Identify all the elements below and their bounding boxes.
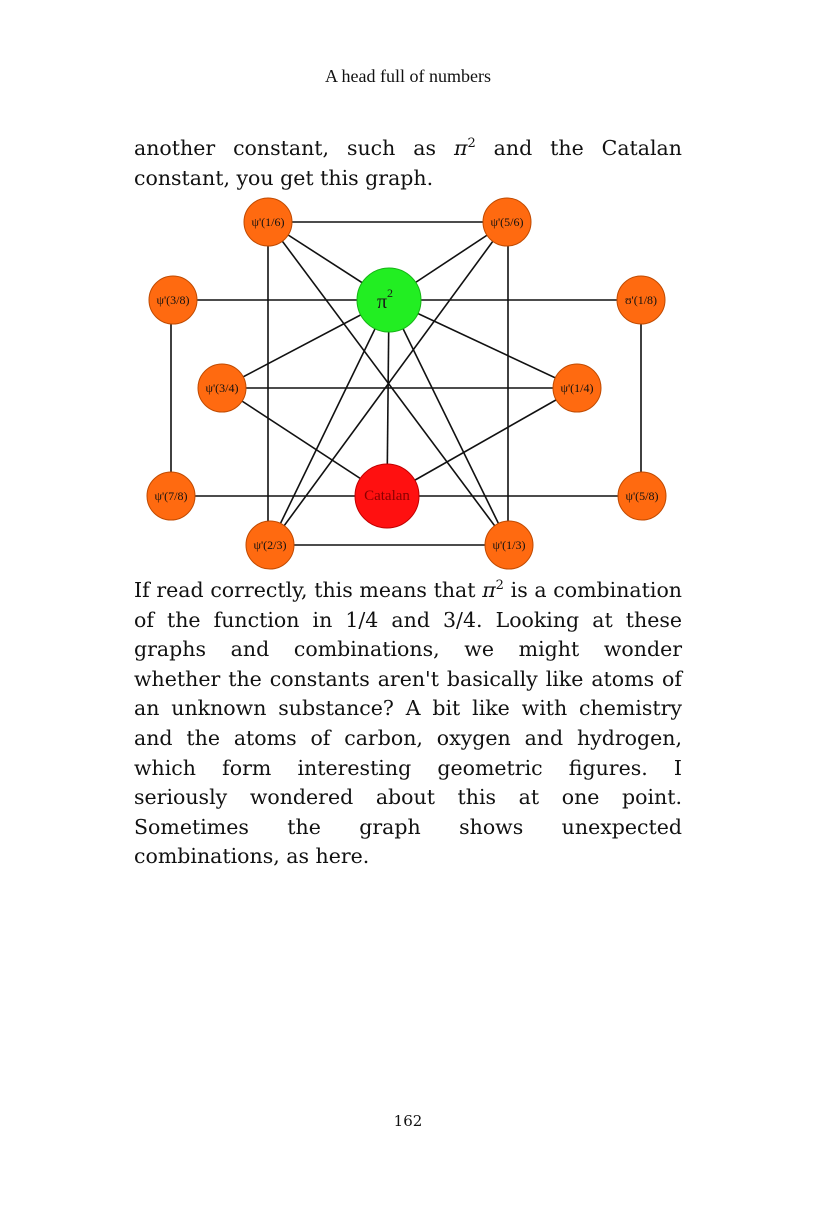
svg-text:π2: $\pi^2$ — [376, 286, 394, 313]
node-psi-5-6 — [483, 198, 531, 246]
node-catalan — [355, 464, 419, 528]
pi-symbol-2: π — [482, 578, 496, 602]
svg-text:ψ'(5/8): ψ'(5/8) — [625, 489, 659, 503]
node-psi-1-8 — [617, 276, 665, 324]
para2-text-after: is a combination of the function in 1/4 and 3/4. Looking at these graphs and combinations, we might wonder whether the constants aren't basically like atoms of an unknown substance? A bit like with chemistry and the atoms of carbon, oxygen and hydrogen, which form interesting geometric figures. I seriously wondered about this at one point. Sometimes the graph shows unexpected combinations, as here. — [134, 578, 682, 869]
svg-text:ψ'(3/8): ψ'(3/8) — [156, 293, 190, 307]
para2-text-before: If read correctly, this means that — [134, 578, 483, 602]
running-head: A head full of numbers — [325, 66, 491, 86]
page-number: 162 — [393, 1112, 423, 1130]
svg-text:Catalan: Catalan — [364, 488, 410, 504]
node-psi-1-4 — [553, 364, 601, 412]
svg-text:ψ'(3/4): ψ'(3/4) — [205, 381, 239, 395]
svg-text:ʊ'(1/8): ʊ'(1/8) — [624, 293, 658, 307]
node-psi-3-8 — [149, 276, 197, 324]
svg-text:ψ'(1/3): ψ'(1/3) — [492, 538, 526, 552]
node-psi-3-4 — [198, 364, 246, 412]
svg-text:ψ'(2/3): ψ'(2/3) — [253, 538, 287, 552]
para1-text-before: another constant, such as — [134, 136, 454, 160]
svg-text:ψ'(7/8): ψ'(7/8) — [154, 489, 188, 503]
node-psi-5-8 — [618, 472, 666, 520]
para1-text-after: and the Catalan constant, you get this graph. — [134, 136, 682, 190]
paragraph-intro — [134, 134, 682, 193]
pi-symbol: π — [453, 136, 468, 160]
pi-exponent-2: 2 — [495, 578, 504, 593]
node-pi-squared — [357, 268, 421, 332]
paragraph-explanation — [134, 576, 682, 872]
node-psi-1-6 — [244, 198, 292, 246]
node-psi-7-8 — [147, 472, 195, 520]
edge-1-4-catalan — [387, 388, 577, 496]
constants-graph — [120, 186, 680, 576]
svg-text:ψ'(1/6): ψ'(1/6) — [251, 215, 285, 229]
node-psi-2-3 — [246, 521, 294, 569]
pi-exponent: 2 — [467, 136, 476, 151]
node-psi-1-3 — [485, 521, 533, 569]
svg-text:ψ'(5/6): ψ'(5/6) — [490, 215, 524, 229]
svg-text:ψ'(1/4): ψ'(1/4) — [560, 381, 594, 395]
